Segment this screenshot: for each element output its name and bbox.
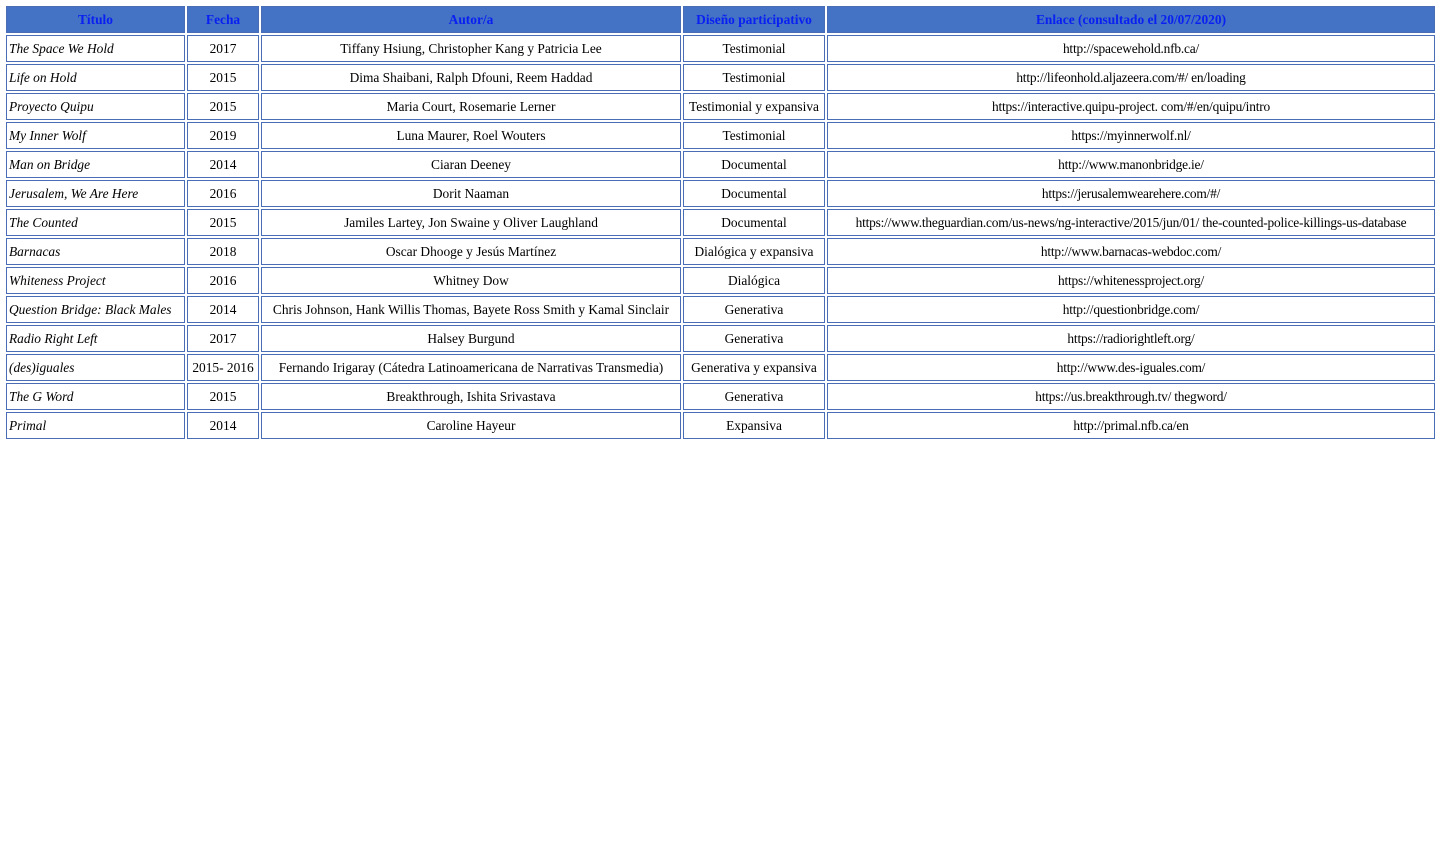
header-row	[6, 6, 1435, 33]
table-row	[6, 64, 1435, 91]
date-cell: 2014	[187, 296, 259, 323]
header-date: Fecha	[187, 6, 259, 33]
table-row	[6, 354, 1435, 381]
author-cell: Jamiles Lartey, Jon Swaine y Oliver Laughland	[261, 209, 681, 236]
design-cell: Testimonial	[683, 64, 825, 91]
date-cell: 2017	[187, 35, 259, 62]
title-cell: Radio Right Left	[6, 325, 185, 352]
date-cell: 2015	[187, 93, 259, 120]
link-cell: https://myinnerwolf.nl/	[827, 122, 1435, 149]
author-cell: Tiffany Hsiung, Christopher Kang y Patricia Lee	[261, 35, 681, 62]
link-cell: http://questionbridge.com/	[827, 296, 1435, 323]
link-cell: http://lifeonhold.aljazeera.com/#/ en/loading	[827, 64, 1435, 91]
design-cell: Generativa	[683, 296, 825, 323]
date-cell: 2015	[187, 209, 259, 236]
title-cell: Primal	[6, 412, 185, 439]
table-row	[6, 35, 1435, 62]
link-cell: https://interactive.quipu-project. com/#/en/quipu/intro	[827, 93, 1435, 120]
author-cell: Breakthrough, Ishita Srivastava	[261, 383, 681, 410]
title-cell: (des)iguales	[6, 354, 185, 381]
link-cell: https://jerusalemwearehere.com/#/	[827, 180, 1435, 207]
design-cell: Testimonial	[683, 122, 825, 149]
design-cell: Dialógica y expansiva	[683, 238, 825, 265]
design-cell: Dialógica	[683, 267, 825, 294]
author-cell: Dima Shaibani, Ralph Dfouni, Reem Haddad	[261, 64, 681, 91]
title-cell: Man on Bridge	[6, 151, 185, 178]
title-cell: The G Word	[6, 383, 185, 410]
author-cell: Ciaran Deeney	[261, 151, 681, 178]
table-row	[6, 122, 1435, 149]
date-cell: 2018	[187, 238, 259, 265]
date-cell: 2014	[187, 151, 259, 178]
title-cell: Whiteness Project	[6, 267, 185, 294]
link-cell: https://whitenessproject.org/	[827, 267, 1435, 294]
date-cell: 2014	[187, 412, 259, 439]
table-row	[6, 267, 1435, 294]
link-cell: https://radiorightleft.org/	[827, 325, 1435, 352]
author-cell: Dorit Naaman	[261, 180, 681, 207]
date-cell: 2015	[187, 383, 259, 410]
header-author: Autor/a	[261, 6, 681, 33]
title-cell: Life on Hold	[6, 64, 185, 91]
date-cell: 2015- 2016	[187, 354, 259, 381]
author-cell: Whitney Dow	[261, 267, 681, 294]
link-cell: https://us.breakthrough.tv/ thegword/	[827, 383, 1435, 410]
author-cell: Maria Court, Rosemarie Lerner	[261, 93, 681, 120]
link-cell: http://primal.nfb.ca/en	[827, 412, 1435, 439]
table-row	[6, 238, 1435, 265]
title-cell: Question Bridge: Black Males	[6, 296, 185, 323]
table-row	[6, 383, 1435, 410]
title-cell: The Space We Hold	[6, 35, 185, 62]
date-cell: 2019	[187, 122, 259, 149]
table-row	[6, 180, 1435, 207]
date-cell: 2016	[187, 180, 259, 207]
title-cell: Barnacas	[6, 238, 185, 265]
header-link: Enlace (consultado el 20/07/2020)	[827, 6, 1435, 33]
author-cell: Luna Maurer, Roel Wouters	[261, 122, 681, 149]
title-cell: Proyecto Quipu	[6, 93, 185, 120]
design-cell: Generativa y expansiva	[683, 354, 825, 381]
link-cell: https://www.theguardian.com/us-news/ng-interactive/2015/jun/01/ the-counted-police-killings-us-database	[827, 209, 1435, 236]
design-cell: Documental	[683, 180, 825, 207]
title-cell: My Inner Wolf	[6, 122, 185, 149]
table-row	[6, 209, 1435, 236]
design-cell: Documental	[683, 151, 825, 178]
table-row	[6, 151, 1435, 178]
author-cell: Caroline Hayeur	[261, 412, 681, 439]
header-design: Diseño participativo	[683, 6, 825, 33]
table-row	[6, 93, 1435, 120]
link-cell: http://www.barnacas-webdoc.com/	[827, 238, 1435, 265]
table-row	[6, 296, 1435, 323]
link-cell: http://www.manonbridge.ie/	[827, 151, 1435, 178]
design-cell: Testimonial y expansiva	[683, 93, 825, 120]
table-row	[6, 412, 1435, 439]
author-cell: Oscar Dhooge y Jesús Martínez	[261, 238, 681, 265]
design-cell: Documental	[683, 209, 825, 236]
table-body	[6, 35, 1435, 439]
header-title: Título	[6, 6, 185, 33]
date-cell: 2017	[187, 325, 259, 352]
projects-table	[4, 4, 1437, 441]
design-cell: Generativa	[683, 325, 825, 352]
author-cell: Chris Johnson, Hank Willis Thomas, Bayete Ross Smith y Kamal Sinclair	[261, 296, 681, 323]
design-cell: Generativa	[683, 383, 825, 410]
design-cell: Expansiva	[683, 412, 825, 439]
link-cell: http://www.des-iguales.com/	[827, 354, 1435, 381]
link-cell: http://spacewehold.nfb.ca/	[827, 35, 1435, 62]
title-cell: The Counted	[6, 209, 185, 236]
date-cell: 2015	[187, 64, 259, 91]
table-header	[6, 6, 1435, 33]
title-cell: Jerusalem, We Are Here	[6, 180, 185, 207]
table-row	[6, 325, 1435, 352]
author-cell: Halsey Burgund	[261, 325, 681, 352]
date-cell: 2016	[187, 267, 259, 294]
design-cell: Testimonial	[683, 35, 825, 62]
author-cell: Fernando Irigaray (Cátedra Latinoamericana de Narrativas Transmedia)	[261, 354, 681, 381]
